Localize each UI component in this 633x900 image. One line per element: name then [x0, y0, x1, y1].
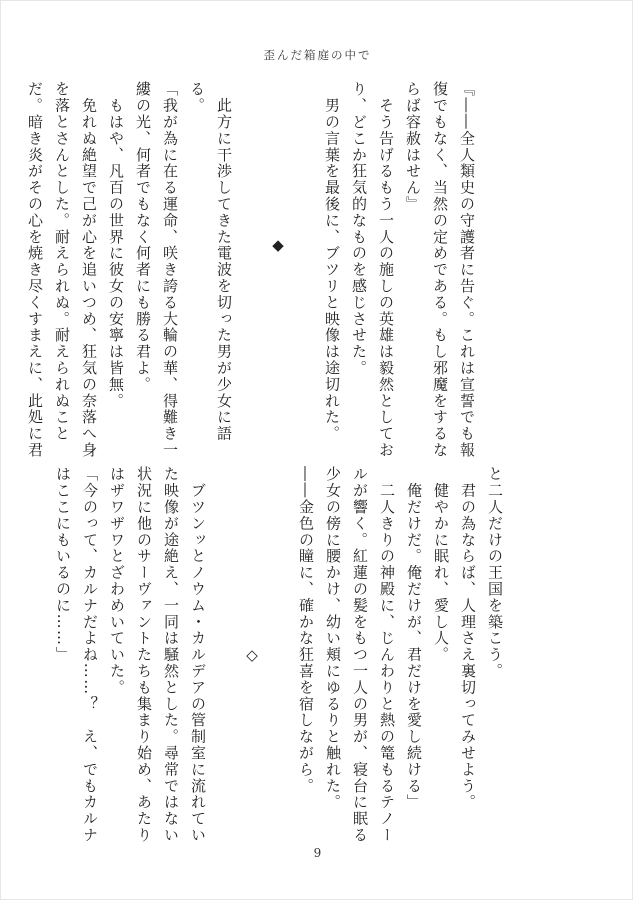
section-break-filled-diamond: ◆ [269, 236, 287, 256]
text-line: だ。暗き炎がその心を焼き尽くすまえに、此処に君 [26, 81, 44, 459]
text-line: 君の為ならば、人理さえ裏切ってみせよう。 [459, 466, 477, 811]
text-line: 少女の傍に腰かけ、幼い頬にゆるりと触れた。 [324, 466, 342, 811]
text-line: ルが響く。紅蓮の髪をもつ一人の男が、寝台に眠る [351, 466, 369, 844]
text-line: 男の言葉を最後に、ブツリと映像は途切れた。 [323, 81, 341, 442]
text-line: らば容赦はせん』 [404, 81, 422, 213]
text-line: 『――全人類史の守護者に告ぐ。これは宣誓でも報 [458, 81, 476, 459]
blank-line [291, 81, 318, 411]
text-line: と二人だけの王国を築こう。 [486, 466, 504, 680]
text-line: り、どこか狂気的なものを感じさせた。 [350, 81, 368, 377]
text-line: ブツンッとノウム・カルデアの管制室に流れてい [189, 466, 207, 844]
text-line: 俺だけだ。俺だけが、君だけを愛し続ける」 [405, 466, 423, 811]
text-line: 状況に他のサーヴァントたちも集まり始め、あたり [135, 466, 153, 844]
text-line: を落とさんとした。耐えられぬ。耐えられぬこと [53, 81, 71, 442]
text-line: る。 [188, 81, 206, 114]
section-break-hollow-diamond: ◇ [243, 646, 261, 666]
text-line: もはや、凡百の世界に彼女の安寧は皆無。 [107, 81, 125, 409]
text-line: た映像が途絶え、一同は騒然とした。尋常ではない [162, 466, 180, 844]
text-line: 健やかに眠れ、愛し人。 [432, 466, 450, 663]
text-line: 「我が為に在る運命、咲き誇る大輪の華、得難き一 [161, 81, 179, 459]
text-line: 二人きりの神殿に、じんわりと熱の篭もるテノー [378, 466, 396, 844]
text-line: 免れぬ絶望で己が心を追いつめ、狂気の奈落へ身 [80, 81, 98, 459]
text-block-bottom [49, 466, 508, 846]
text-line: はザワザワとざわめいていた。 [108, 466, 126, 696]
text-line: 復でもなく、当然の定めである。もし邪魔をするな [431, 81, 449, 459]
page-number: 9 [313, 846, 322, 860]
blank-line [265, 466, 292, 846]
text-line: 此方に干渉してきた電波を切った男が少女に語 [215, 81, 233, 442]
running-title: 歪んだ箱庭の中で [263, 48, 372, 62]
text-line: 縷の光、何者でもなく何者にも勝る君よ。 [134, 81, 152, 393]
blank-line [237, 81, 264, 411]
text-line: そう告げるもう一人の施しの英雄は毅然としてお [377, 81, 395, 459]
text-line: はここにもいるのに……」 [54, 466, 72, 663]
text-block-top [21, 81, 480, 459]
text-line: ――金色の瞳に、確かな狂喜を宿しながら。 [297, 466, 315, 794]
text-line: 「今のって、カルナだよね……？ え、でもカルナ [81, 466, 99, 844]
blank-line [211, 466, 238, 846]
